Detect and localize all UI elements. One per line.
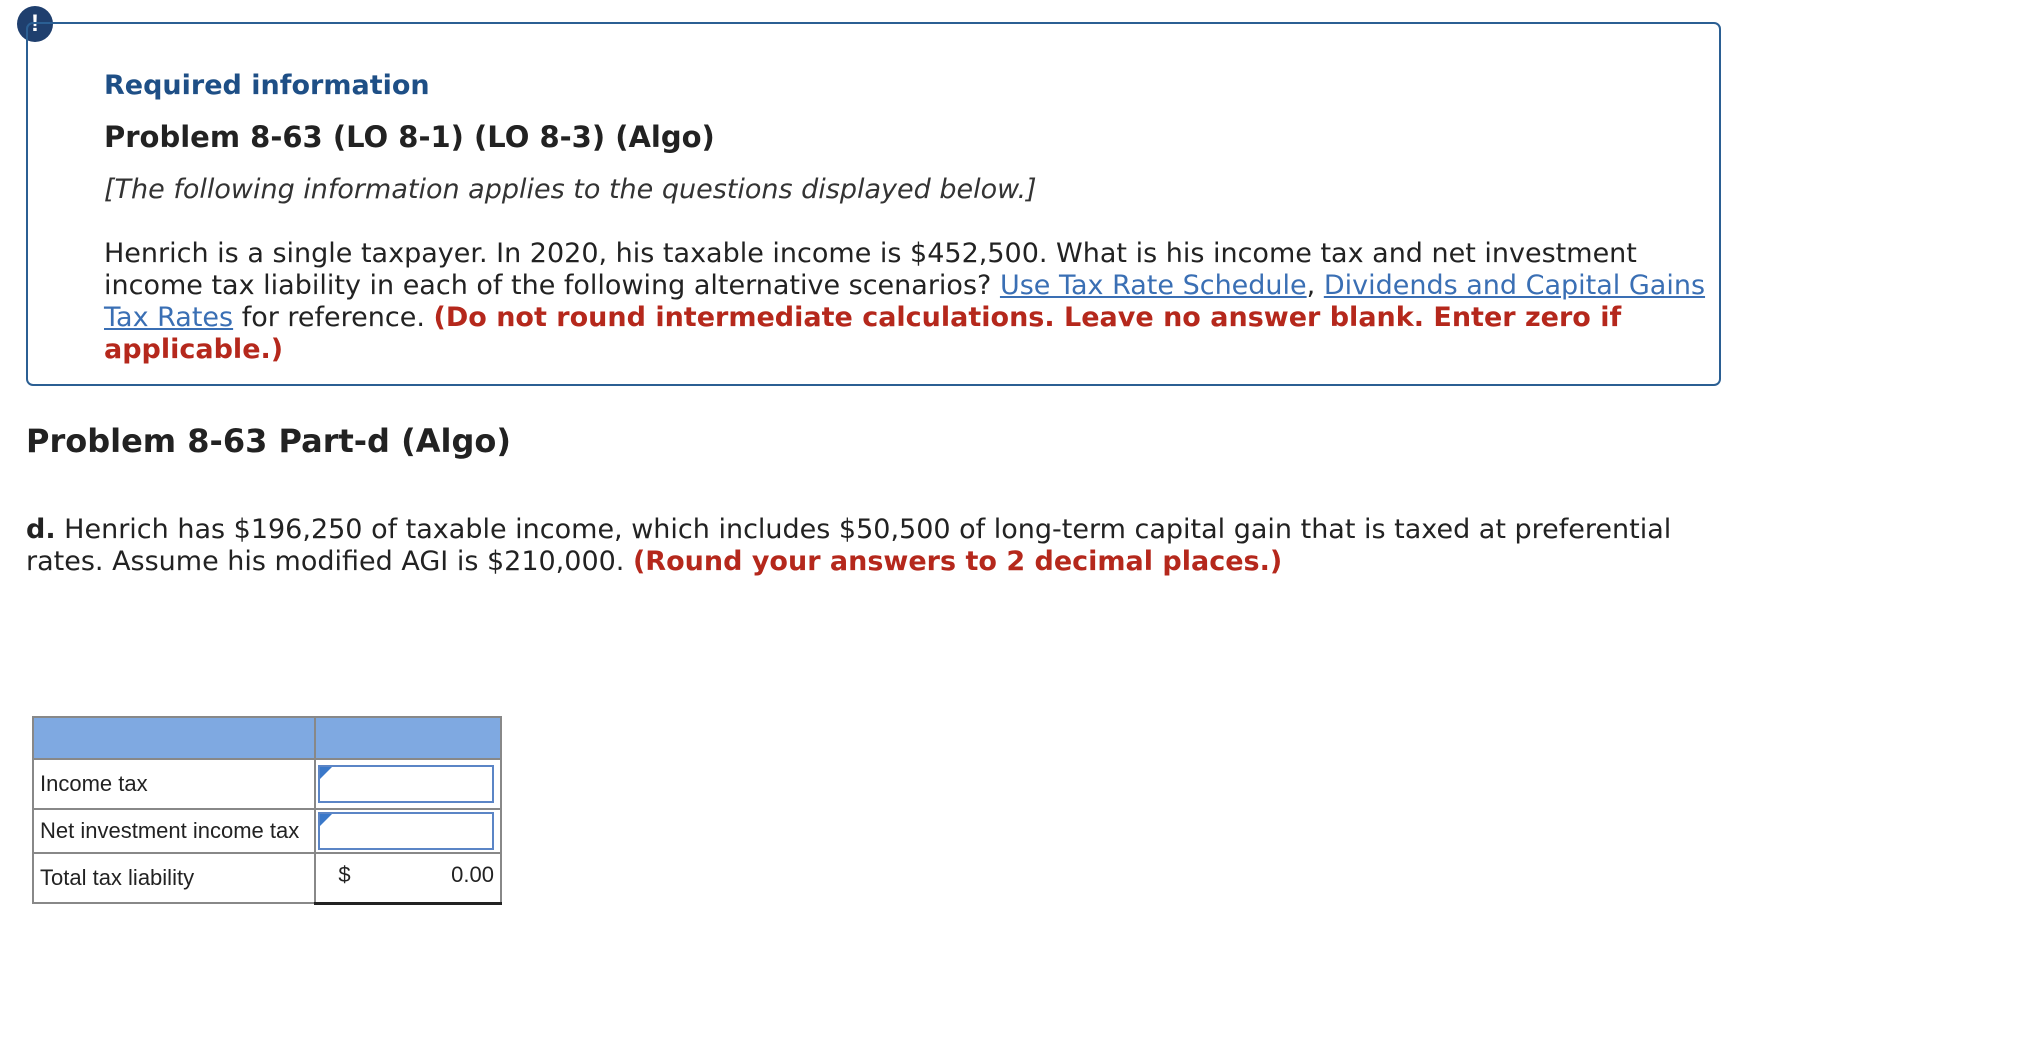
- part-paragraph: [26, 514, 1706, 578]
- total-tax-liability-label: Total tax liability: [33, 853, 315, 903]
- part-text: Henrich has $196,250 of taxable income, which includes $50,500 of long-term capital gain that is taxed at preferential rates. Assume his modified AGI is $210,000.: [26, 514, 1672, 577]
- applies-note: [The following information applies to the questions displayed below.]: [104, 174, 1037, 205]
- net-investment-income-tax-cell: [315, 809, 501, 853]
- table-row: [33, 809, 501, 853]
- table-row: [33, 759, 501, 809]
- income-tax-input-box: [318, 765, 494, 803]
- scenario-text: Henrich is a single taxpayer. In 2020, his taxable income is $452,500. What is his income tax and net investment income tax liability in each of the following alternative scenarios?: [104, 238, 1637, 301]
- link-separator: ,: [1306, 270, 1324, 301]
- header-cell-label: [33, 717, 315, 759]
- input-marker-icon: [320, 814, 332, 826]
- income-tax-cell: [315, 759, 501, 809]
- net-investment-income-tax-label: Net investment income tax: [33, 809, 315, 853]
- instruction-note: (Do not round intermediate calculations. Leave no answer blank. Enter zero if applicable.): [104, 302, 1622, 365]
- problem-title: Problem 8-63 (LO 8-1) (LO 8-3) (Algo): [104, 120, 715, 154]
- table-header-row: [33, 717, 501, 759]
- total-tax-liability-value: 0.00: [451, 862, 494, 887]
- total-tax-liability-cell: [315, 853, 501, 903]
- net-investment-income-tax-input[interactable]: [320, 814, 492, 848]
- input-marker-icon: [320, 767, 332, 779]
- header-cell-value: [315, 717, 501, 759]
- net-investment-income-tax-input-box: [318, 812, 494, 850]
- scenario-tail: for reference.: [233, 302, 434, 333]
- alert-icon: !: [17, 6, 53, 42]
- scenario-paragraph: [104, 238, 1714, 366]
- income-tax-input[interactable]: [320, 767, 492, 801]
- part-label: d.: [26, 514, 56, 545]
- table-row: [33, 853, 501, 903]
- income-tax-label: Income tax: [33, 759, 315, 809]
- currency-symbol: $: [338, 862, 351, 887]
- tax-rate-schedule-link[interactable]: Use Tax Rate Schedule: [999, 270, 1307, 301]
- answer-table: [32, 716, 502, 905]
- rounding-instruction: (Round your answers to 2 decimal places.): [632, 546, 1283, 577]
- dividends-capital-gains-link[interactable]: Dividends and Capital Gains Tax Rates: [104, 270, 1706, 333]
- part-title: Problem 8-63 Part-d (Algo): [26, 422, 511, 460]
- required-info-heading: Required information: [104, 70, 430, 101]
